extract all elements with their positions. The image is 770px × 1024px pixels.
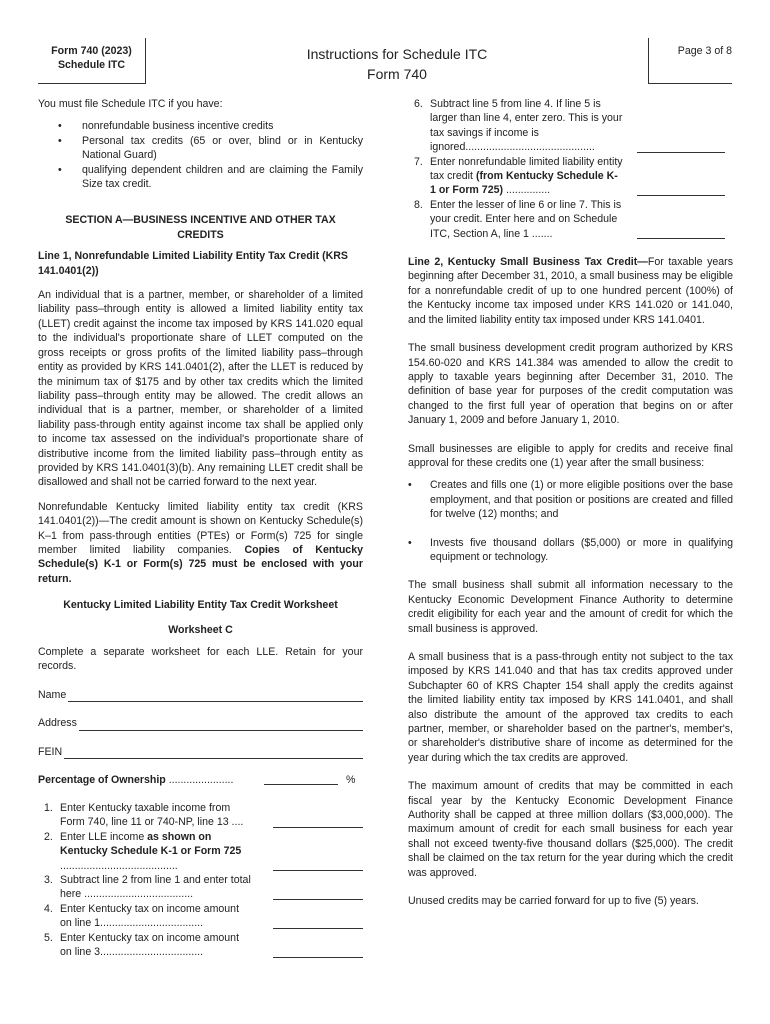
enclosure-note: Copies of Kentucky Schedule(s) K-1 or Form(s) 725 must be enclosed with your return. bbox=[38, 543, 363, 585]
address-line[interactable] bbox=[79, 720, 363, 731]
worksheet-lines-continued bbox=[408, 97, 733, 241]
worksheet-line-4 bbox=[38, 902, 363, 931]
list-item: • nonrefundable business incentive credits bbox=[38, 119, 363, 133]
line-text: Enter Kentucky tax on income amount on line 3................................... bbox=[60, 931, 240, 959]
section-a-heading: SECTION A—BUSINESS INCENTIVE AND OTHER TAX CREDITS bbox=[65, 214, 336, 241]
list-item: • Invests five thousand dollars ($5,000) or more in qualifying equipment or technology. bbox=[408, 536, 733, 565]
form-number: Form 740 (2023) bbox=[51, 45, 132, 57]
ownership-line[interactable] bbox=[264, 784, 338, 785]
answer-line[interactable] bbox=[273, 827, 363, 828]
line-number: 5. bbox=[44, 931, 53, 944]
line-number: 4. bbox=[44, 902, 53, 915]
line-number: 7. bbox=[414, 155, 423, 168]
worksheet-lines bbox=[38, 801, 363, 959]
field-label: FEIN bbox=[38, 745, 63, 758]
line-number: 3. bbox=[44, 874, 53, 887]
worksheet-line-7 bbox=[408, 155, 733, 198]
submission-paragraph: The small business shall submit all information necessary to the Kentucky Economic Development Finance Authority to determine credit eligibility for each year and the amount of credit for which the small business is approved. bbox=[408, 579, 733, 635]
list-item: • qualifying dependent children and are claiming the Family Size tax credit. bbox=[38, 163, 363, 192]
name-line[interactable] bbox=[68, 691, 363, 702]
document-title bbox=[146, 38, 648, 84]
line2-paragraph bbox=[408, 255, 733, 327]
answer-line[interactable] bbox=[273, 870, 363, 871]
address-field[interactable] bbox=[38, 716, 363, 730]
llet-credit-paragraph: An individual that is a partner, member, or shareholder of a limited liability pass–through entity is allowed a limited liability entity tax (LLET) credit against the income tax imposed by KRS 141.020 equal to the individual's proportionate share of LLET computed on the gross receipts or gross profits of the limited liability pass–through entity as provided by KRS 141.0401(2), after the LLET is reduced by the minimum tax of $175 and by other tax credits which the limited liability pass–through entity may be allowed. The credit allows an individual that is a partner, member, or shareholder of a limited liability pass-through entity against income tax shall be applied only to income tax assessed on the individual's proportionate share of distributive income from the limited liability pass–through entity as provided by KRS 141.0401(3)(b). Any remaining LLET credit shall be disallowed and shall not be carried forward to the next year. bbox=[38, 289, 363, 489]
worksheet-line-5 bbox=[38, 931, 363, 960]
paragraph-text: For taxable years beginning after December 31, 2010, a small business may be eligible for a nonrefundable credit of up to one hundred percent (100%) of the Kentucky income tax imposed under KRS 141.020 or 141.040, and the limited liability entity tax imposed under KRS 141.0401. bbox=[408, 256, 734, 326]
percent-sign: % bbox=[346, 774, 356, 787]
answer-line[interactable] bbox=[273, 899, 363, 900]
fein-line[interactable] bbox=[64, 748, 363, 759]
worksheet-subtitle: Worksheet C bbox=[168, 623, 233, 636]
line2-heading: Line 2, Kentucky Small Business Tax Credit— bbox=[408, 256, 648, 269]
eligibility-paragraph: Small businesses are eligible to apply for credits and receive final approval for these credits one (1) year after the small business: bbox=[408, 442, 733, 469]
page-header bbox=[38, 38, 732, 84]
line-text: Enter Kentucky taxable income from Form 740, line 11 or 740-NP, line 13 .... bbox=[60, 802, 244, 829]
line-text: Enter LLE income bbox=[60, 830, 148, 843]
fein-field[interactable] bbox=[38, 745, 363, 759]
line-number: 6. bbox=[414, 98, 423, 110]
answer-line[interactable] bbox=[273, 928, 363, 929]
left-column bbox=[38, 97, 363, 960]
list-item: • Creates and fills one (1) or more eligible positions over the base employment, and that position or positions are created and filled for twelve (12) months; and bbox=[408, 478, 733, 521]
eligibility-list bbox=[408, 478, 733, 564]
line-number: 1. bbox=[44, 802, 53, 815]
worksheet-line-6 bbox=[408, 97, 733, 155]
line-text-bold: (from Kentucky Schedule K-1 or Form 725) bbox=[430, 170, 618, 197]
carryforward-paragraph: Unused credits may be carried forward for up to five (5) years. bbox=[408, 895, 699, 908]
list-item: • Personal tax credits (65 or over, blind or in Kentucky National Guard) bbox=[38, 134, 363, 163]
filing-requirements-list bbox=[38, 119, 363, 191]
line-text: Enter the lesser of line 6 or line 7. This is your credit. Enter here and on Schedule ITC, Section A, line 1 ....... bbox=[430, 198, 622, 240]
answer-line[interactable] bbox=[637, 195, 725, 196]
program-paragraph: The small business development credit program authorized by KRS 154.60-020 and KRS 141.384 was amended to allow the credit to apply to taxable years beginning after December 31, 2010. The definition of base year for purposes of the credit computation was changed to the first full year of operation that begins on or after January 1, 2009 and before January 1, 2010. bbox=[408, 342, 733, 427]
right-column bbox=[408, 97, 733, 909]
form-identifier bbox=[38, 38, 146, 84]
answer-line[interactable] bbox=[273, 957, 363, 958]
answer-line[interactable] bbox=[637, 152, 725, 153]
leader-dots: ...................... bbox=[165, 774, 234, 787]
worksheet-line-1 bbox=[38, 801, 363, 830]
line-number: 8. bbox=[414, 198, 423, 211]
worksheet-title: Kentucky Limited Liability Entity Tax Credit Worksheet bbox=[63, 599, 338, 612]
line-text: Enter nonrefundable limited liability entity tax credit bbox=[430, 155, 623, 183]
paragraph-text: Nonrefundable Kentucky limited liability entity tax credit (KRS 141.0401(2))—The credit amount is shown on Kentucky Schedule(s) K–1 from pass-through entities (PTEs) or Form(s) 725 for single member limited liability companies. bbox=[38, 500, 363, 556]
page-number: Page 3 of 8 bbox=[648, 38, 732, 84]
answer-line[interactable] bbox=[637, 238, 725, 239]
title-line-2: Form 740 bbox=[367, 66, 427, 82]
line1-heading: Line 1, Nonrefundable Limited Liability Entity Tax Credit (KRS 141.0401(2)) bbox=[38, 250, 348, 277]
leader-dots: ............... bbox=[503, 184, 551, 197]
worksheet-line-8 bbox=[408, 198, 733, 241]
schedule-name: Schedule ITC bbox=[57, 59, 126, 71]
line-text: Subtract line 2 from line 1 and enter total here ..................................... bbox=[60, 874, 251, 901]
line-number: 2. bbox=[44, 830, 53, 843]
name-field[interactable] bbox=[38, 688, 363, 702]
pass-through-paragraph: A small business that is a pass-through entity not subject to the tax imposed by KRS 141.040 and that has tax credits approved under Subchapter 60 of KRS Chapter 154 shall apply the credits against the limited liability entity tax imposed by KRS 141.0401, and shall also distribute the amount of the approved tax credits to each partner, member, or shareholder based on the partner's, member's, or shareholder's distributive share of income as determined for the year during which the tax credits are approved. bbox=[408, 651, 733, 764]
maximum-credit-paragraph: The maximum amount of credits that may be committed in each fiscal year by the Kentucky Economic Development Finance Authority shall be capped at three million dollars ($3,000,000). The maximum amount of credit for each small business for each year shall not exceed twenty-five thousand dollars ($25,000). The credit shall be claimed on the tax return for the year during which the credit was approved. bbox=[408, 780, 733, 879]
field-label: Name bbox=[38, 688, 67, 701]
worksheet-instruction: Complete a separate worksheet for each LLE. Retain for your records. bbox=[38, 646, 363, 673]
line-text-bold: as shown on Kentucky Schedule K-1 or Form 725 bbox=[60, 830, 242, 858]
field-label: Address bbox=[38, 717, 77, 730]
worksheet-line-3 bbox=[38, 873, 363, 902]
ownership-field[interactable] bbox=[38, 773, 363, 787]
line-text: Subtract line 5 from line 4. If line 5 is larger than line 4, enter zero. This is your tax savings if income is ignored............................................ bbox=[430, 98, 623, 154]
line-text: Enter Kentucky tax on income amount on line 1................................... bbox=[60, 902, 240, 930]
llet-credit-source-paragraph bbox=[38, 500, 363, 586]
worksheet-line-2 bbox=[38, 830, 363, 873]
intro-text: You must file Schedule ITC if you have: bbox=[38, 98, 223, 110]
field-label: Percentage of Ownership bbox=[38, 774, 166, 787]
title-line-1: Instructions for Schedule ITC bbox=[306, 46, 488, 62]
leader-dots: ........................................ bbox=[60, 859, 178, 872]
